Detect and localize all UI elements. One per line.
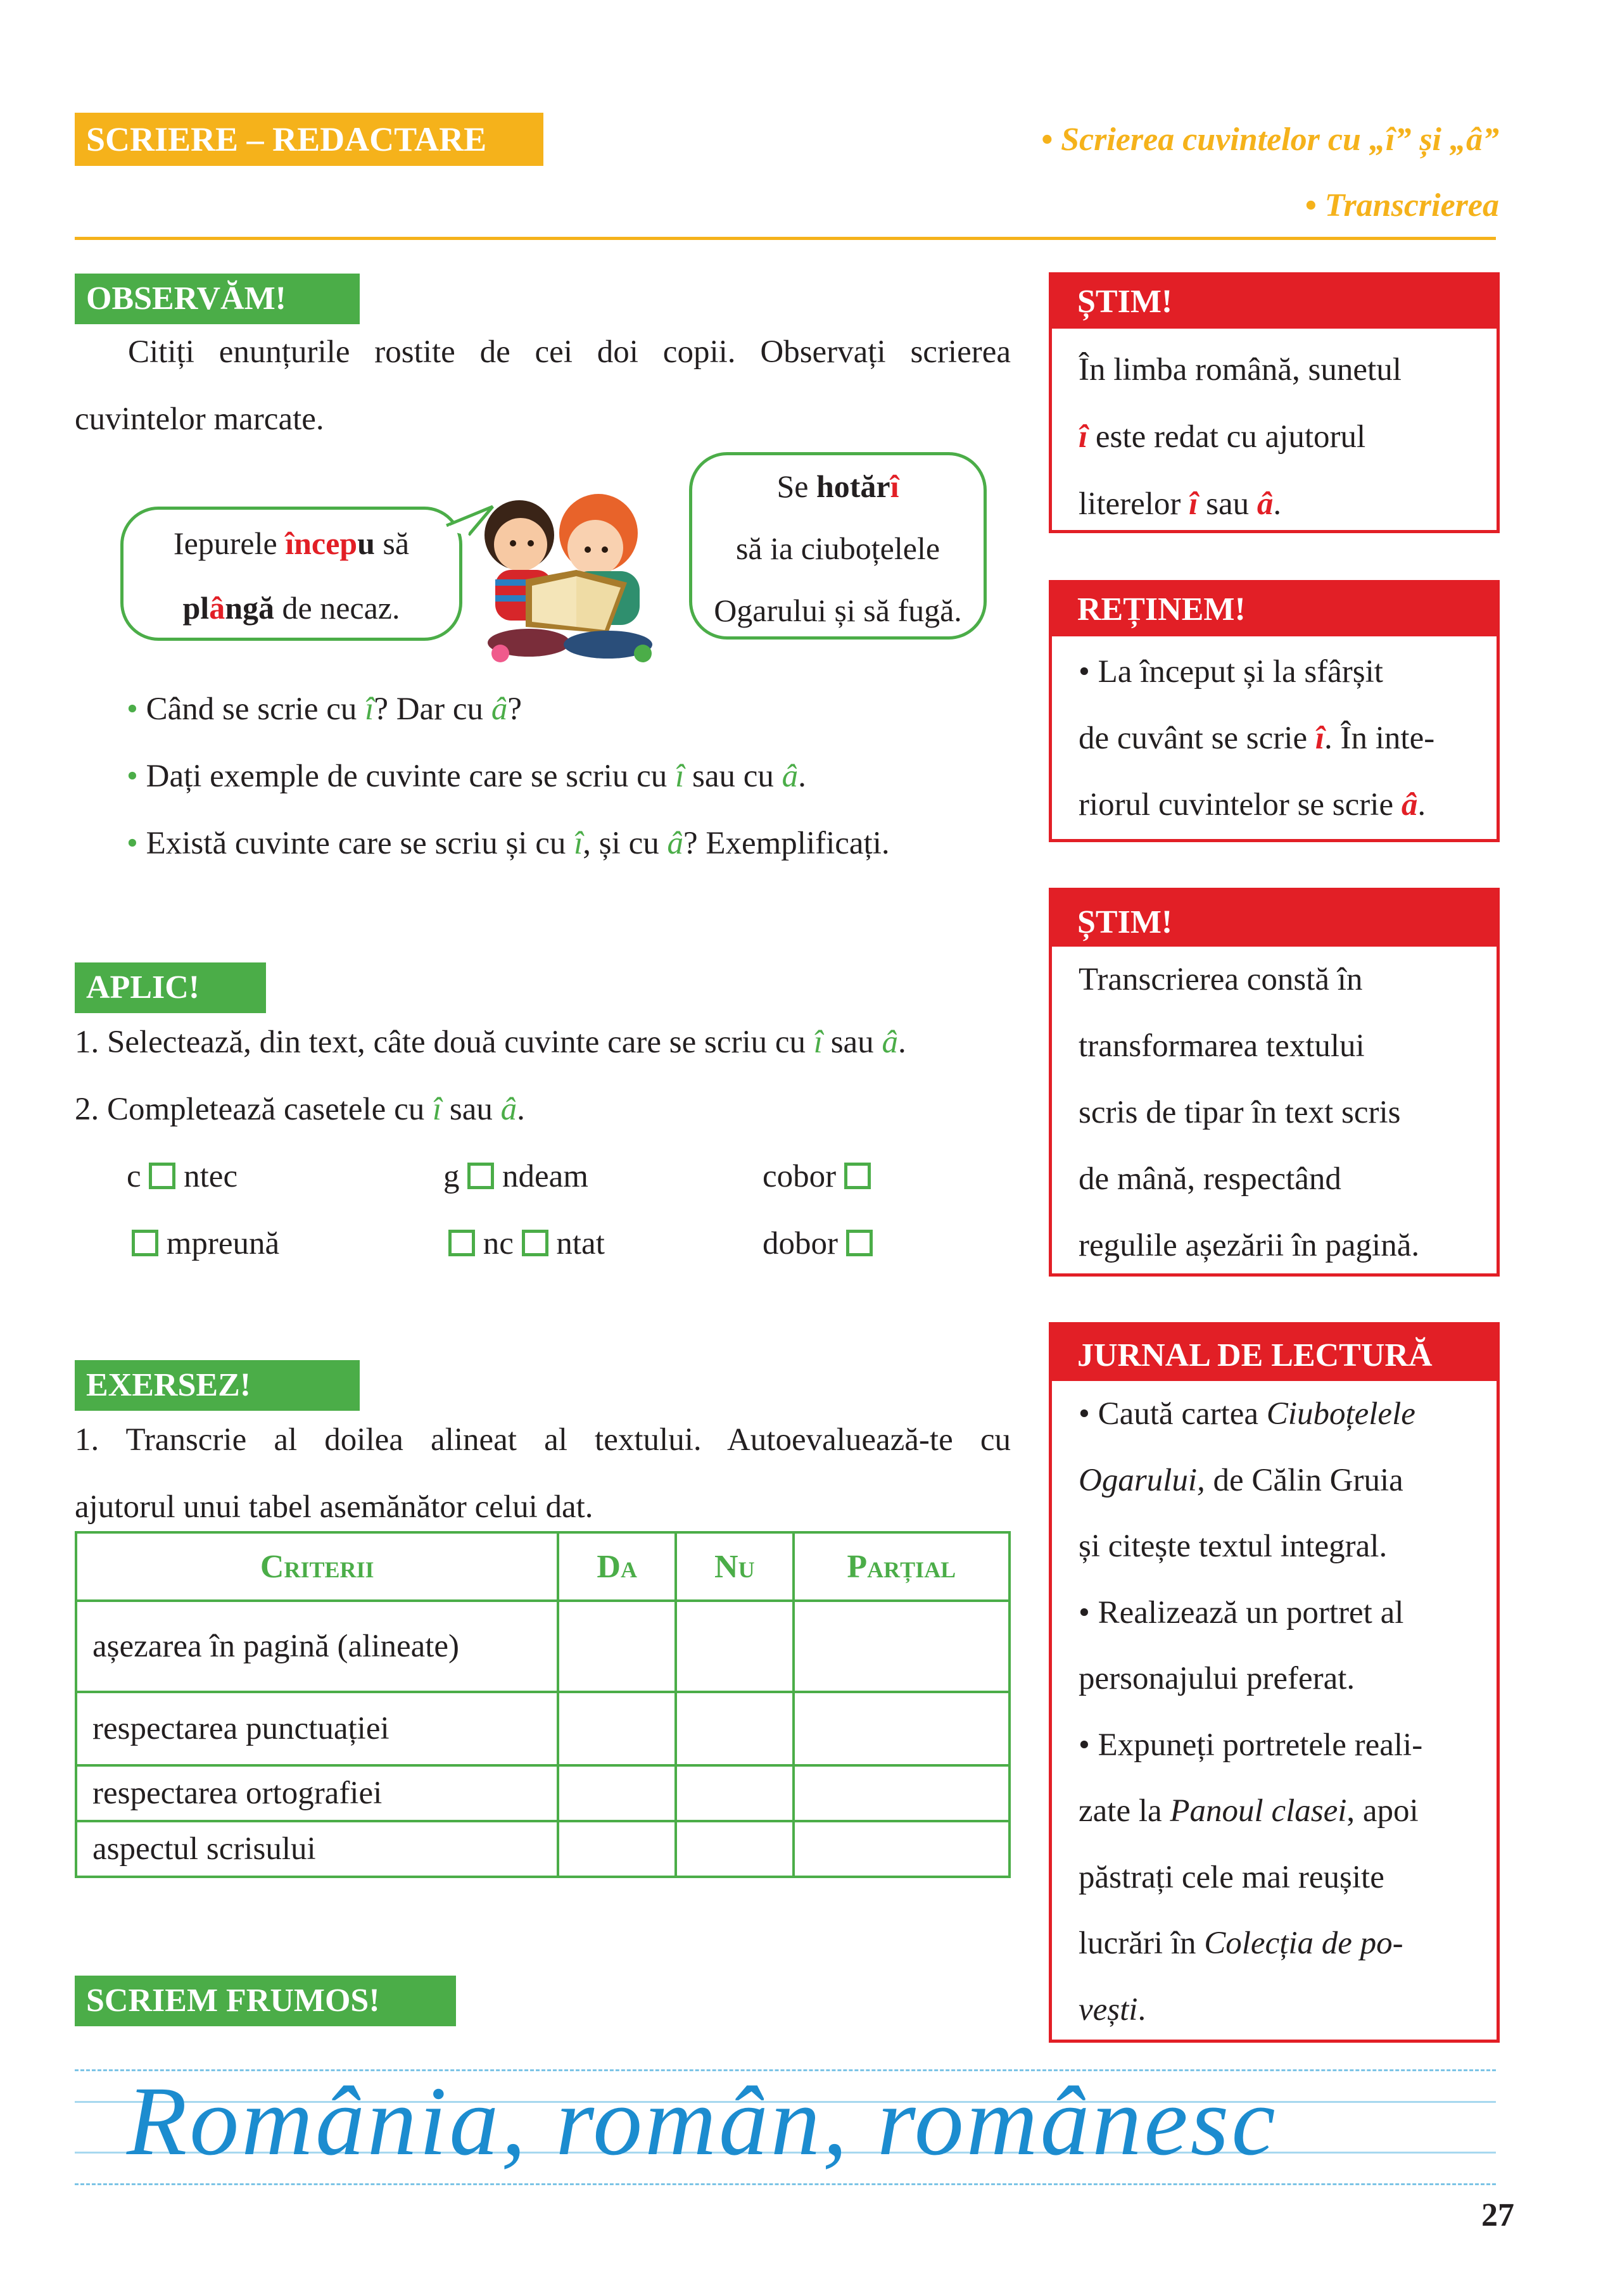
cell-nu[interactable] — [676, 1601, 794, 1692]
word-gandeam: g ndeam — [443, 1159, 588, 1194]
observam-tag: OBSERVĂM! — [75, 274, 360, 324]
stim-2-line-3: scris de tipar în text scris — [1079, 1095, 1401, 1130]
stim-box-1-title: ȘTIM! — [1052, 275, 1497, 329]
jurnal-line-6: • Expuneți portretele reali- — [1079, 1727, 1423, 1763]
table-header-row — [76, 1532, 1010, 1601]
header-da: Da — [558, 1532, 676, 1601]
stim-1-line-1: În limba română, sunetul — [1079, 352, 1402, 388]
aplic-task-1: 1. Selectează, din text, câte două cuvinte care se scriu cu î sau â. — [75, 1025, 906, 1060]
scriem-frumos-tag: SCRIEM FRUMOS! — [75, 1976, 456, 2026]
cell-da[interactable] — [558, 1765, 676, 1821]
children-reading-illustration — [481, 475, 671, 665]
bubble-right-line-3: Ogarului și să fugă. — [714, 593, 962, 628]
observam-intro-2: cuvintelor marcate. — [75, 401, 324, 437]
header-criterii: Criterii — [76, 1532, 558, 1601]
stim-box-2 — [1049, 888, 1500, 1277]
stim-2-line-5: regulile așezării în pagină. — [1079, 1228, 1420, 1263]
jurnal-line-5: personajului preferat. — [1079, 1661, 1355, 1696]
cursive-model-text: România, român, românesc — [127, 2066, 1278, 2176]
jurnal-line-10: vești. — [1079, 1991, 1146, 2028]
jurnal-line-4: • Realizează un portret al — [1079, 1594, 1404, 1631]
jurnal-line-1: • Caută cartea Ciuboțelele — [1079, 1396, 1415, 1432]
jurnal-line-9: lucrări în Colecția de po- — [1079, 1926, 1403, 1961]
bubble-left-line-1: Iepurele începu să — [173, 526, 410, 561]
header-nu: Nu — [676, 1532, 794, 1601]
table-row — [76, 1765, 1010, 1821]
letter-box[interactable] — [467, 1163, 494, 1189]
stim-box-2-title: ȘTIM! — [1052, 891, 1497, 947]
question-1: • Când se scrie cu î? Dar cu â? — [127, 691, 522, 727]
word-cantec: c ntec — [127, 1159, 238, 1194]
stim-2-line-4: de mână, respectând — [1079, 1161, 1341, 1197]
speech-bubble-left — [120, 507, 462, 641]
row-label: respectarea punctuației — [76, 1692, 558, 1765]
header-partial: Parțial — [794, 1532, 1010, 1601]
bubble-left-line-2: plângă de necaz. — [182, 590, 400, 626]
letter-box[interactable] — [844, 1163, 871, 1189]
jurnal-box — [1049, 1322, 1500, 2043]
jurnal-line-7: zate la Panoul clasei, apoi — [1079, 1793, 1419, 1829]
cell-nu[interactable] — [676, 1692, 794, 1765]
header-divider — [75, 237, 1496, 240]
letter-box[interactable] — [846, 1230, 873, 1256]
row-label: așezarea în pagină (alineate) — [76, 1601, 558, 1692]
stim-2-line-1: Transcrierea constă în — [1079, 962, 1363, 997]
cell-nu[interactable] — [676, 1821, 794, 1877]
observam-intro-1: Citiți enunțurile rostite de cei doi copii. Observați scrierea — [128, 334, 1011, 370]
exersez-tag: EXERSEZ! — [75, 1360, 360, 1411]
table-row — [76, 1692, 1010, 1765]
cell-partial[interactable] — [794, 1765, 1010, 1821]
aplic-tag: APLIC! — [75, 962, 266, 1013]
cell-partial[interactable] — [794, 1692, 1010, 1765]
retinem-line-3: riorul cuvintelor se scrie â. — [1079, 787, 1426, 823]
exersez-task-1: 1. Transcrie al doilea alineat al textului. Autoevaluează-te cu — [75, 1422, 1011, 1458]
question-2: • Dați exemple de cuvinte care se scriu cu î sau cu â. — [127, 759, 806, 794]
bubble-right-line-1: Se hotărî — [776, 469, 899, 504]
page-number: 27 — [1481, 2197, 1514, 2233]
word-impreuna: mpreună — [132, 1225, 279, 1263]
word-cobor: cobor — [763, 1157, 871, 1195]
speech-bubble-right — [689, 452, 987, 640]
letter-box[interactable] — [132, 1230, 158, 1256]
letter-box[interactable] — [448, 1230, 475, 1256]
jurnal-title: JURNAL DE LECTURĂ — [1052, 1325, 1497, 1381]
stim-box-1 — [1049, 272, 1500, 533]
stim-2-line-2: transformarea textului — [1079, 1028, 1365, 1064]
table-row — [76, 1601, 1010, 1692]
topic-2: • Transcrierea — [1305, 187, 1499, 224]
letter-box[interactable] — [149, 1163, 175, 1189]
retinem-title: REȚINEM! — [1052, 583, 1497, 636]
cell-partial[interactable] — [794, 1601, 1010, 1692]
word-incantat: nc ntat — [448, 1225, 605, 1263]
bubble-right-line-2: să ia ciuboțelele — [735, 531, 940, 566]
retinem-line-1: • La început și la sfârșit — [1079, 654, 1383, 690]
exersez-task-2: ajutorul unui tabel asemănător celui dat. — [75, 1489, 593, 1525]
stim-1-line-2: î este redat cu ajutorul — [1079, 419, 1366, 455]
word-dobor: dobor — [763, 1225, 873, 1263]
cell-partial[interactable] — [794, 1821, 1010, 1877]
row-label: respectarea ortografiei — [76, 1765, 558, 1821]
jurnal-line-3: și citește textul integral. — [1079, 1529, 1388, 1564]
table-row — [76, 1821, 1010, 1877]
cell-nu[interactable] — [676, 1765, 794, 1821]
stim-1-line-3: literelor î sau â. — [1079, 486, 1282, 522]
cell-da[interactable] — [558, 1692, 676, 1765]
section-tag: SCRIERE – REDACTARE — [75, 113, 543, 166]
aplic-task-2: 2. Completează casetele cu î sau â. — [75, 1092, 525, 1127]
jurnal-line-2: Ogarului, de Călin Gruia — [1079, 1462, 1403, 1498]
question-3: • Există cuvinte care se scriu și cu î, și cu â? Exemplificați. — [127, 826, 890, 861]
retinem-line-2: de cuvânt se scrie î. În inte- — [1079, 721, 1435, 756]
cell-da[interactable] — [558, 1821, 676, 1877]
cell-da[interactable] — [558, 1601, 676, 1692]
row-label: aspectul scrisului — [76, 1821, 558, 1877]
retinem-box — [1049, 580, 1500, 842]
topic-1: • Scrierea cuvintelor cu „î” și „â” — [1041, 122, 1499, 158]
jurnal-line-8: păstrați cele mai reușite — [1079, 1859, 1384, 1895]
criteria-table — [75, 1531, 1011, 1878]
letter-box[interactable] — [522, 1230, 548, 1256]
